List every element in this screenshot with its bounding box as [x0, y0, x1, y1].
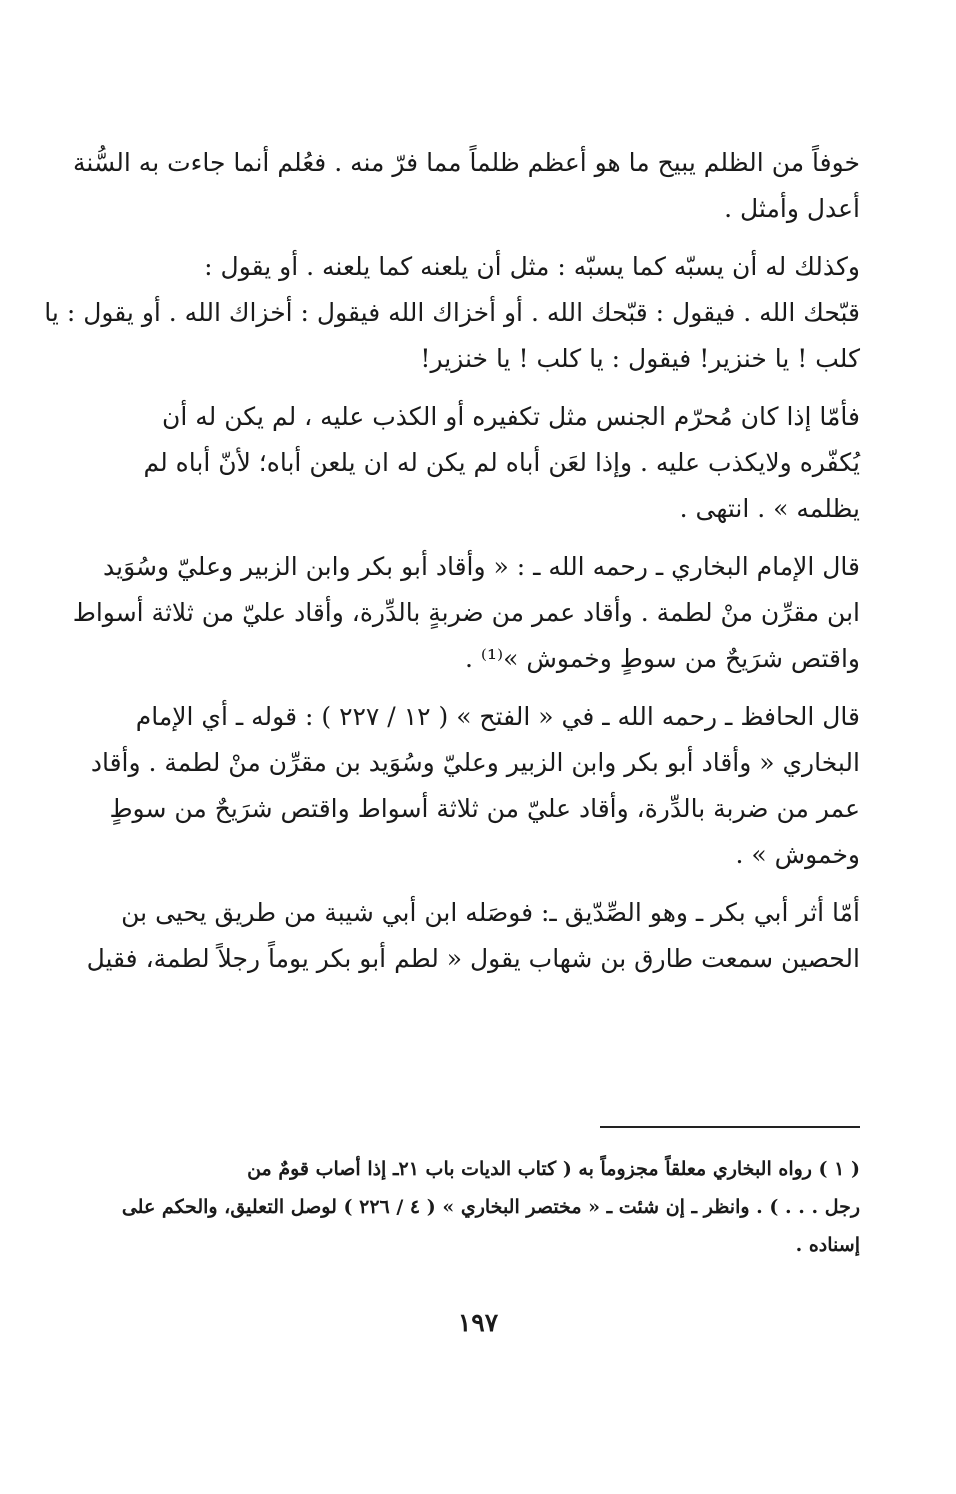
text-line: ابن مقرِّن منْ لطمة . وأقاد عمر من ضربةٍ بالدِّرة، وأقاد عليّ من ثلاثة أسواط	[72, 598, 860, 627]
paragraph-5	[90, 694, 860, 878]
footnote-block	[96, 1150, 860, 1264]
text-line: الحصين سمعت طارق بن شهاب يقول « لطم أبو بكر يوماً رجلاً لطمة، فقيل	[86, 944, 860, 973]
paragraph-4	[72, 544, 860, 682]
text-line: يُكفّره ولايكذب عليه . وإذا لعَن أباه لم يكن له ان يلعن أباه؛ لأنّ أباه لم	[143, 448, 860, 477]
text-line: قال الحافظ ـ رحمه الله ـ في « الفتح » ( ١٢ / ٢٢٧ ) : قوله ـ أي الإمام	[135, 702, 860, 731]
text-line: كلب ! يا خنزير! فيقول : يا كلب ! يا خنزير!	[420, 344, 860, 373]
text-line: يظلمه » . انتهى .	[679, 494, 860, 523]
body-text	[44, 140, 860, 982]
text-line: فأمّا إذا كان مُحرّم الجنس مثل تكفيره أو الكذب عليه ، لم يكن له أن	[162, 402, 860, 431]
text-line: واقتص شرَيحٌ من سوطٍ وخموش »⁽¹⁾ .	[464, 644, 860, 673]
text-line: خوفاً من الظلم يبيح ما هو أعظم ظلماً مما فرّ منه . فعُلم أنما جاءت به السُّنة	[73, 148, 860, 177]
text-line: البخاري « وأقاد أبو بكر وابن الزبير وعليّ وسُوَيد بن مقرِّن منْ لطمة . وأقاد	[90, 748, 860, 777]
footnote-line: ( ١ ) رواه البخاري معلقاً مجزوماً به ( كتاب الديات باب ٢١ـ إذا أصاب قومٌ من	[247, 1158, 860, 1180]
footnote-line: رجل . . . ) . وانظر ـ إن شئت ـ « مختصر البخاري » ( ٤ / ٢٢٦ ) لوصل التعليق، والحكم على	[121, 1196, 860, 1218]
page-body	[44, 140, 860, 994]
text-line: وكذلك له أن يسبّه كما يسبّه : مثل أن يلعنه كما يلعنه . أو يقول :	[204, 252, 860, 281]
paragraph-2	[44, 244, 860, 382]
text-line: وخموش » .	[735, 840, 860, 869]
page-number: ١٩٧	[457, 1308, 499, 1337]
text-line: أمّا أثر أبي بكر ـ وهو الصِّدّيق ـ: فوصَله ابن أبي شيبة من طريق يحيى بن	[121, 898, 860, 927]
text-line: عمر من ضربة بالدِّرة، وأقاد عليّ من ثلاثة أسواط واقتص شرَيحٌ من سوطٍ	[109, 794, 860, 823]
text-line: قبّحك الله . فيقول : قبّحك الله . أو أخزاك الله فيقول : أخزاك الله . أو يقول : يا	[44, 298, 860, 327]
footnote-divider	[600, 1126, 860, 1128]
paragraph-6	[86, 890, 860, 982]
text-line: قال الإمام البخاري ـ رحمه الله ـ : « وأقاد أبو بكر وابن الزبير وعليّ وسُوَيد	[103, 552, 860, 581]
text-line: أعدل وأمثل .	[724, 194, 860, 223]
paragraph-1	[73, 140, 860, 232]
paragraph-3	[96, 394, 860, 532]
footnote-line: إسناده .	[795, 1234, 860, 1256]
